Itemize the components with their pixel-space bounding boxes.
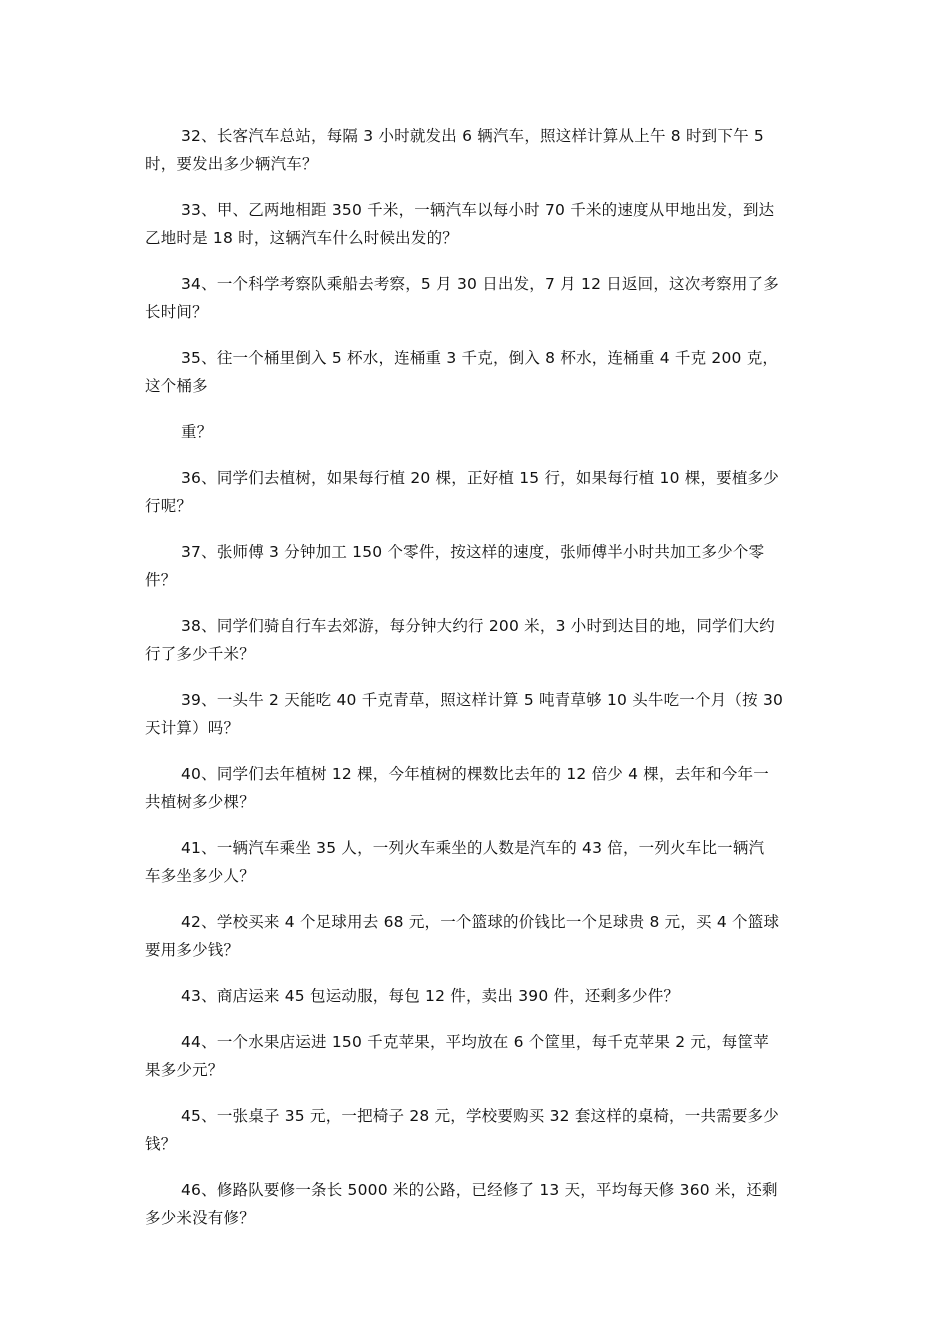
problem-line: 时，要发出多少辆汽车？ xyxy=(145,155,318,173)
paragraph-gap xyxy=(145,400,810,418)
problem-40 xyxy=(145,760,810,816)
problem-36 xyxy=(145,464,810,520)
problem-line: 果多少元？ xyxy=(145,1061,224,1079)
problem-line: 43、商店运来 45 包运动服，每包 12 件，卖出 390 件，还剩多少件？ xyxy=(181,987,680,1005)
problem-33 xyxy=(145,196,810,252)
problem-line: 要用多少钱？ xyxy=(145,941,240,959)
problem-line: 40、同学们去年植树 12 棵，今年植树的棵数比去年的 12 倍少 4 棵，去年和今年一 xyxy=(181,765,769,783)
problem-line: 多少米没有修？ xyxy=(145,1209,255,1227)
problem-35 xyxy=(145,344,810,446)
problem-line: 这个桶多 xyxy=(145,377,208,395)
problem-44 xyxy=(145,1028,810,1084)
problem-list xyxy=(145,122,810,1250)
problem-line: 行呢？ xyxy=(145,497,193,515)
problem-line: 38、同学们骑自行车去郊游，每分钟大约行 200 米，3 小时到达目的地，同学们大约 xyxy=(181,617,775,635)
problem-line: 39、一头牛 2 天能吃 40 千克青草，照这样计算 5 吨青草够 10 头牛吃一个月（按 30 xyxy=(181,691,784,709)
problem-line: 46、修路队要修一条长 5000 米的公路，已经修了 13 天，平均每天修 360 米，还剩 xyxy=(181,1181,778,1199)
problem-line: 车多坐多少人？ xyxy=(145,867,255,885)
problem-line: 44、一个水果店运进 150 千克苹果，平均放在 6 个筐里，每千克苹果 2 元，每筐苹 xyxy=(181,1033,769,1051)
problem-line: 共植树多少棵？ xyxy=(145,793,255,811)
problem-line: 33、甲、乙两地相距 350 千米，一辆汽车以每小时 70 千米的速度从甲地出发，到达 xyxy=(181,201,775,219)
problem-37 xyxy=(145,538,810,594)
problem-34 xyxy=(145,270,810,326)
problem-line: 天计算）吗？ xyxy=(145,719,240,737)
problem-41 xyxy=(145,834,810,890)
problem-line: 件？ xyxy=(145,571,177,589)
problem-line: 34、一个科学考察队乘船去考察，5 月 30 日出发，7 月 12 日返回，这次考察用了多 xyxy=(181,275,779,293)
problem-line: 钱？ xyxy=(145,1135,177,1153)
problem-line: 重？ xyxy=(181,423,213,441)
problem-43 xyxy=(145,982,810,1010)
problem-45 xyxy=(145,1102,810,1158)
problem-line: 41、一辆汽车乘坐 35 人，一列火车乘坐的人数是汽车的 43 倍，一列火车比一辆汽 xyxy=(181,839,765,857)
problem-line: 35、往一个桶里倒入 5 杯水，连桶重 3 千克，倒入 8 杯水，连桶重 4 千克 200 克， xyxy=(181,349,779,367)
problem-line: 37、张师傅 3 分钟加工 150 个零件，按这样的速度，张师傅半小时共加工多少个零 xyxy=(181,543,765,561)
problem-line: 42、学校买来 4 个足球用去 68 元，一个篮球的价钱比一个足球贵 8 元，买 4 个篮球 xyxy=(181,913,780,931)
problem-line: 长时间？ xyxy=(145,303,208,321)
problem-line: 45、一张桌子 35 元，一把椅子 28 元，学校要购买 32 套这样的桌椅，一共需要多少 xyxy=(181,1107,779,1125)
problem-line: 乙地时是 18 时，这辆汽车什么时候出发的？ xyxy=(145,229,458,247)
problem-line: 36、同学们去植树，如果每行植 20 棵，正好植 15 行，如果每行植 10 棵，要植多少 xyxy=(181,469,779,487)
problem-42 xyxy=(145,908,810,964)
problem-line: 行了多少千米？ xyxy=(145,645,255,663)
problem-39 xyxy=(145,686,810,742)
problem-line: 32、长客汽车总站，每隔 3 小时就发出 6 辆汽车，照这样计算从上午 8 时到下午 5 xyxy=(181,127,764,145)
problem-32 xyxy=(145,122,810,178)
problem-38 xyxy=(145,612,810,668)
problem-46 xyxy=(145,1176,810,1232)
